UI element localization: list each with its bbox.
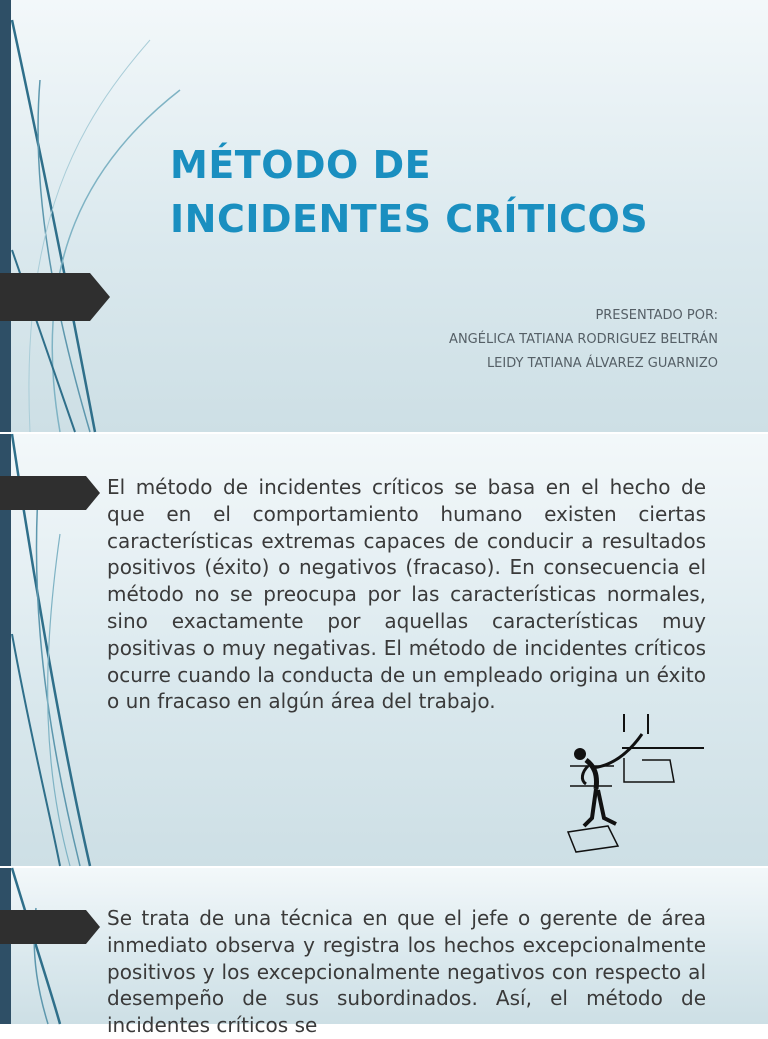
- slide-title: [0, 0, 768, 432]
- technique-paragraph: Se trata de una técnica en que el jefe o gerente de área inmediato observa y registra los hechos excepcionalmente positivos y los excepcionalmente negativos con respecto al desempeño de sus subordinados. Así, el método de incidentes críticos se: [107, 906, 706, 1038]
- side-accent-bar: [0, 868, 11, 1024]
- presenters-label: PRESENTADO POR:: [595, 308, 718, 323]
- slide-tab-marker: [0, 476, 100, 510]
- presenters-block: [449, 304, 718, 376]
- title-line-1: MÉTODO DE: [170, 143, 432, 187]
- slide-definition: [0, 434, 768, 866]
- side-accent-bar: [0, 0, 11, 432]
- slide-tab-marker: [0, 910, 100, 944]
- presenter-name-2: LEIDY TATIANA ÁLVAREZ GUARNIZO: [486, 356, 718, 371]
- presenter-stick-figure-icon: [562, 714, 712, 854]
- slide-tab-marker: [0, 273, 110, 321]
- slide-title-heading: [170, 138, 730, 246]
- title-line-2: INCIDENTES CRÍTICOS: [170, 197, 649, 241]
- slide-technique: [0, 868, 768, 1038]
- presenter-name-1: ANGÉLICA TATIANA RODRIGUEZ BELTRÁN: [449, 332, 718, 347]
- definition-paragraph: El método de incidentes críticos se basa en el hecho de que en el comportamiento humano existen ciertas características extremas capaces de conducir a resultados positivos (éxito) o negativos (fracaso). En consecuencia el método no se preocupa por las características normales, sino exactamente por aquellas características muy positivas o muy negativas. El método de incidentes críticos ocurre cuando la conducta de un empleado origina un éxito o un fracaso en algún área del trabajo.: [107, 475, 706, 714]
